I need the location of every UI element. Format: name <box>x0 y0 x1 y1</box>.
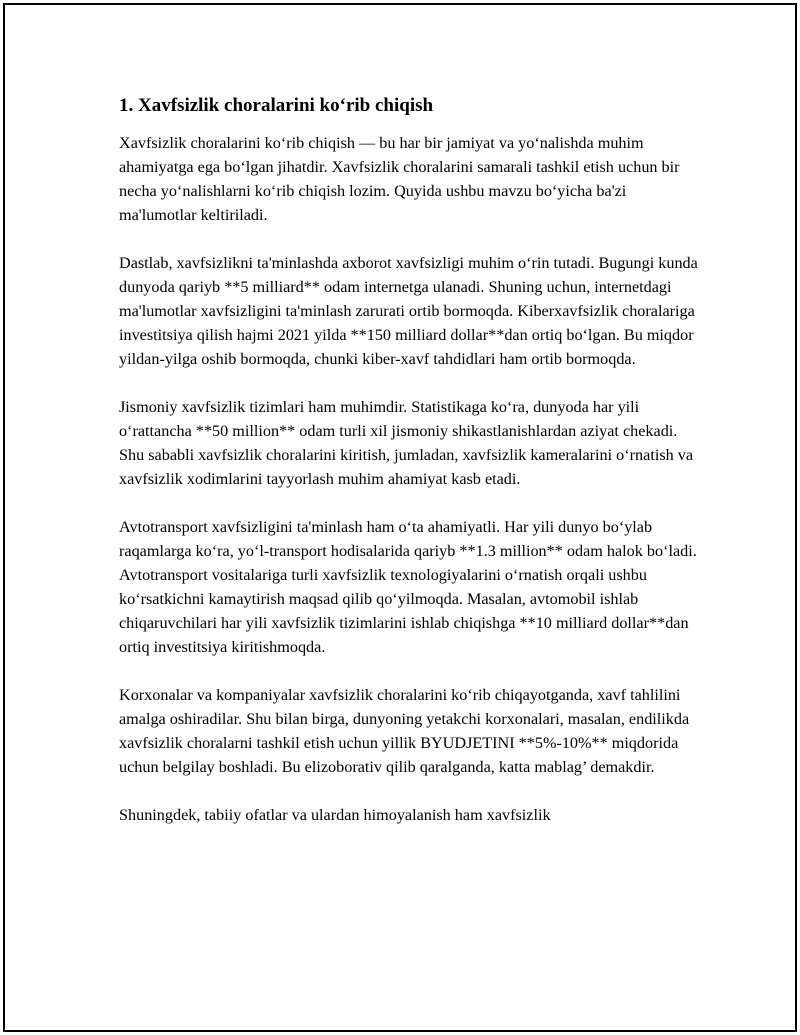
paragraph-intro: Xavfsizlik choralarini ko‘rib chiqish — bu har bir jamiyat va yo‘nalishda muhim ahamiyatga ega bo‘lgan jihatdir. Xavfsizlik choralarini samarali tashkil etish uchun bir necha yo‘nalishlarni ko‘rib chiqish lozim. Quyida ushbu mavzu bo‘yicha ba'zi ma'lumotlar keltiriladi. <box>119 134 680 224</box>
paragraph-information-security: Dastlab, xavfsizlikni ta'minlashda axborot xavfsizligi muhim o‘rin tutadi. Bugungi kunda dunyoda qariyb **5 milliard** odam internetga ulanadi. Shuning uchun, internetdagi ma'lumotlar xavfsizligini ta'minlash zarurati ortib bormoqda. Kiberxavfsizlik choralariga investitsiya qilish hajmi 2021 yilda **150 milliard dollar**dan ortiq bo‘lgan. Bu miqdor yildan-yilga oshib bormoqda, chunki kiber-xavf tahdidlari ham ortib bormoqda. <box>119 254 698 368</box>
section-heading: 1. Xavfsizlik choralarini ko‘rib chiqish <box>119 95 434 116</box>
paragraph-natural-disasters: Shuningdek, tabiiy ofatlar va ulardan himoyalanish ham xavfsizlik <box>119 806 551 824</box>
document-body <box>119 94 699 851</box>
paragraph-corporate-security: Korxonalar va kompaniyalar xavfsizlik choralarini ko‘rib chiqayotganda, xavf tahlilini amalga oshiradilar. Shu bilan birga, dunyoning yetakchi korxonalari, masalan, endilikda xavfsizlik choralarni tashkil etish uchun yillik BYUDJETINI **5%-10%** miqdorida uchun belgilay boshladi. Bu elizoborativ qilib qaralganda, katta mablag’ demakdir. <box>119 686 690 776</box>
paragraph-vehicle-safety: Avtotransport xavfsizligini ta'minlash ham o‘ta ahamiyatli. Har yili dunyo bo‘ylab raqamlarga ko‘ra, yo‘l-transport hodisalarida qariyb **1.3 million** odam halok bo‘ladi. Avtotransport vositalariga turli xavfsizlik texnologiyalarini o‘rnatish orqali ushbu ko‘rsatkichni kamaytirish maqsad qilib qo‘yilmoqda. Masalan, avtomobil ishlab chiqaruvchilari har yili xavfsizlik tizimlarini ishlab chiqishga **10 milliard dollar**dan ortiq investitsiya kiritishmoqda. <box>119 518 697 656</box>
paragraph-physical-security: Jismoniy xavfsizlik tizimlari ham muhimdir. Statistikaga ko‘ra, dunyoda har yili o‘rattancha **50 million** odam turli xil jismoniy shikastlanishlardan aziyat chekadi. Shu sababli xavfsizlik choralarini kiritish, jumladan, xavfsizlik kameralarini o‘rnatish va xavfsizlik xodimlarini tayyorlash muhim ahamiyat kasb etadi. <box>119 398 694 488</box>
